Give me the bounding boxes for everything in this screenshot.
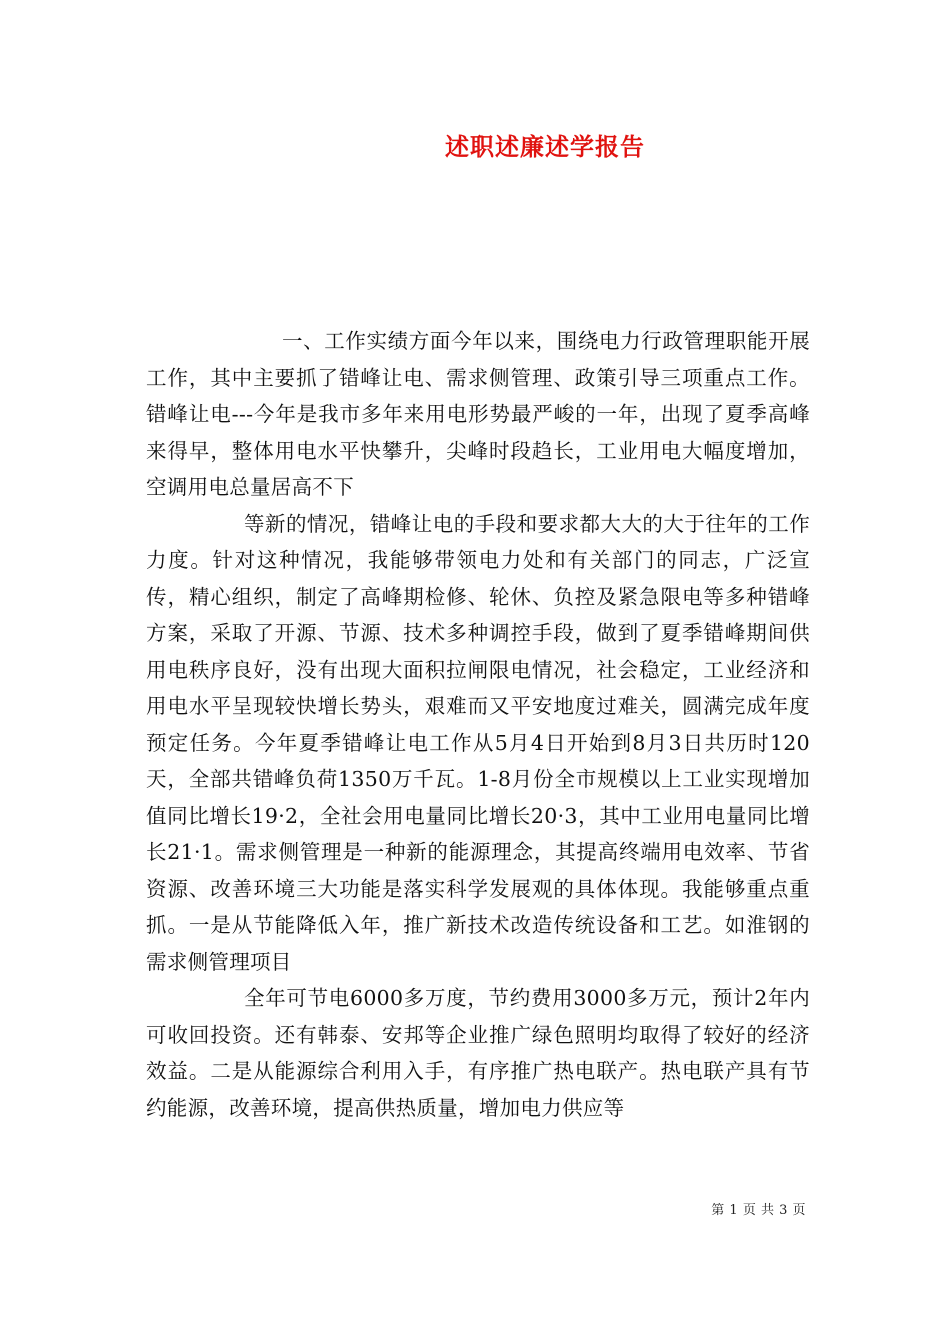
document-body (146, 323, 810, 1126)
page-number-footer: 第 1 页 共 3 页 (711, 1203, 806, 1218)
paragraph-1: 一、工作实绩方面今年以来，围绕电力行政管理职能开展工作，其中主要抓了错峰让电、需求侧管理、政策引导三项重点工作。错峰让电---今年是我市多年来用电形势最严峻的一年，出现了夏季高峰来得早，整体用电水平快攀升，尖峰时段趋长，工业用电大幅度增加，空调用电总量居高不下 (146, 329, 810, 499)
paragraph-3: 全年可节电6000多万度，节约费用3000多万元，预计2年内可收回投资。还有韩泰、安邦等企业推广绿色照明均取得了较好的经济效益。二是从能源综合利用入手，有序推广热电联产。热电联产具有节约能源，改善环境，提高供热质量，增加电力供应等 (146, 986, 810, 1120)
page-title: 述职述廉述学报告 (445, 132, 645, 161)
paragraph-2: 等新的情况，错峰让电的手段和要求都大大的大于往年的工作力度。针对这种情况，我能够带领电力处和有关部门的同志，广泛宣传，精心组织，制定了高峰期检修、轮休、负控及紧急限电等多种错峰方案，采取了开源、节源、技术多种调控手段，做到了夏季错峰期间供用电秩序良好，没有出现大面积拉闸限电情况，社会稳定，工业经济和用电水平呈现较快增长势头，艰难而又平安地度过难关，圆满完成年度预定任务。今年夏季错峰让电工作从5月4日开始到8月3日共历时120天，全部共错峰负荷1350万千瓦。1-8月份全市规模以上工业实现增加值同比增长19·2，全社会用电量同比增长20·3，其中工业用电量同比增长21·1。需求侧管理是一种新的能源理念，其提高终端用电效率、节省资源、改善环境三大功能是落实科学发展观的具体体现。我能够重点重抓。一是从节能降低入年，推广新技术改造传统设备和工艺。如淮钢的需求侧管理项目 (146, 511, 810, 974)
